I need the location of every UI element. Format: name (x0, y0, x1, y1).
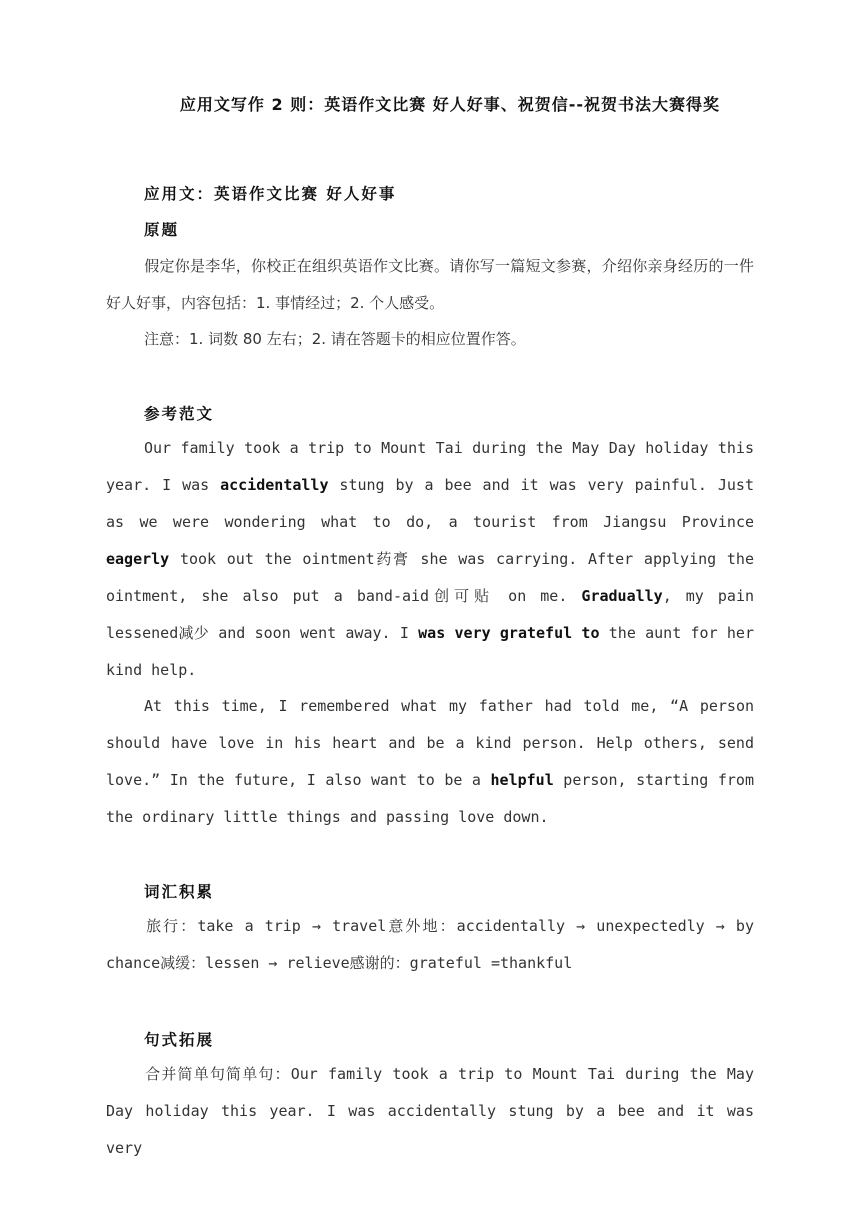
sample-p1-text-3: took out the ointment药膏 she was carrying. After applying the ointment, she also put a band-aid创可贴 on me. (106, 550, 754, 605)
keyword-accidentally: accidentally (220, 476, 329, 494)
sample-label: 参考范文 (144, 405, 215, 423)
original-label: 原题 (144, 221, 180, 239)
sample-p2-text-1: At this time, I remembered what my father had told me, “A person should have love in his heart and be a kind person. Help others, send love.” In the future, I also want to be a (106, 697, 754, 789)
vocab-text: 旅行：take a trip → travel意外地：accidentally → unexpectedly → by chance减缓：lessen → relieve感谢的：grateful =thankful (106, 917, 754, 972)
note-text: 注意：1. 词数 80 左右；2. 请在答题卡的相应位置作答。 (144, 330, 526, 348)
sample-paragraph-2 (106, 688, 754, 836)
sample-p2-text-2: person, starting from the ordinary little things and passing love down. (106, 771, 754, 826)
keyword-eagerly: eagerly (106, 550, 170, 568)
note-paragraph (106, 321, 754, 358)
vocab-label: 词汇积累 (144, 883, 215, 901)
keyword-grateful: was very grateful to (418, 624, 600, 642)
vocab-paragraph (106, 908, 754, 982)
sample-p1-text-4: , my pain lessened减少 and soon went away. I (106, 587, 755, 642)
keyword-gradually: Gradually (581, 587, 663, 605)
sample-p1-text-5: the aunt for her kind help. (106, 624, 754, 679)
sample-p1-text-2: stung by a bee and it was very painful. Just as we were wondering what to do, a tourist from Jiangsu Province (106, 476, 754, 531)
section-heading: 应用文：英语作文比赛 好人好事 (144, 185, 397, 203)
sample-paragraph-1 (106, 430, 754, 689)
pattern-paragraph (106, 1056, 754, 1167)
prompt-paragraph (106, 248, 754, 322)
document-title: 应用文写作 2 则：英语作文比赛 好人好事、祝贺信--祝贺书法大赛得奖 (179, 95, 721, 114)
pattern-label: 句式拓展 (144, 1031, 215, 1049)
keyword-helpful: helpful (490, 771, 554, 789)
pattern-text: 合并简单句简单句：Our family took a trip to Mount Tai during the May Day holiday this year. I was accidentally stung by a bee and it was very (106, 1065, 754, 1157)
sample-p1-text-1: Our family took a trip to Mount Tai during the May Day holiday this year. I was (106, 439, 754, 494)
prompt-text: 假定你是李华，你校正在组织英语作文比赛。请你写一篇短文参赛，介绍你亲身经历的一件好人好事，内容包括：1. 事情经过；2. 个人感受。 (106, 257, 754, 312)
